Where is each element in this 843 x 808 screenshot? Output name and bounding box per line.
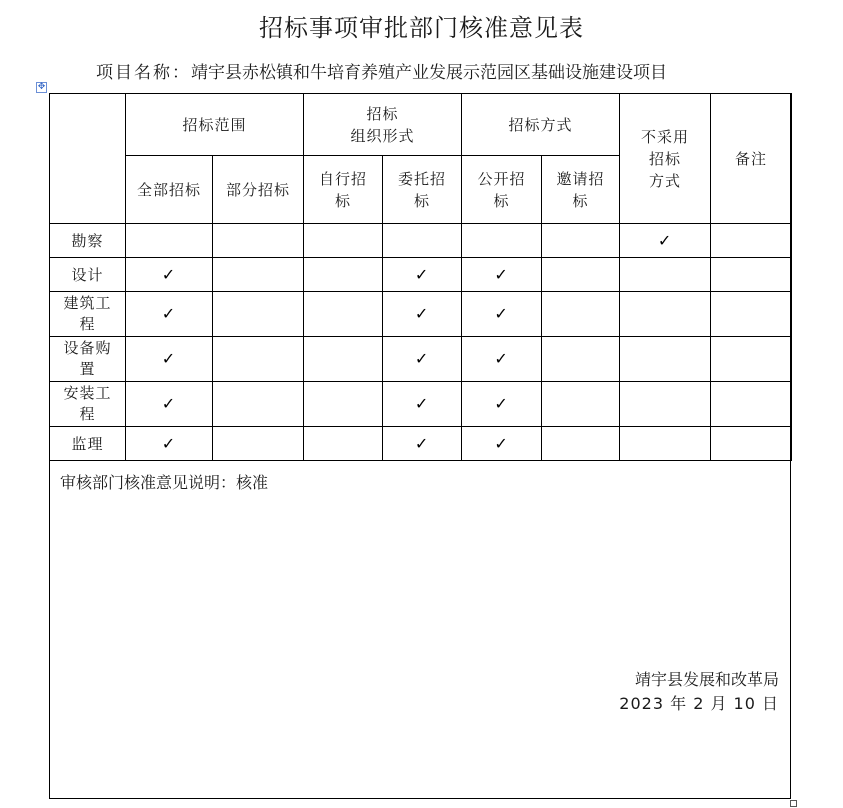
table-cell[interactable] [711, 224, 792, 258]
checkmark-icon: ✓ [161, 264, 177, 284]
table-row [50, 258, 792, 292]
table-cell[interactable] [620, 292, 711, 337]
table-cell[interactable] [126, 224, 213, 258]
row-label-cell[interactable] [50, 337, 126, 382]
header-entrusted-bidding-text: 委托招标 [398, 169, 447, 210]
table-cell[interactable] [213, 292, 304, 337]
header-remarks[interactable] [711, 94, 792, 224]
table-cell[interactable] [304, 382, 383, 427]
checkmark-icon: ✓ [414, 304, 430, 323]
header-self-bidding-text: 自行招标 [319, 169, 368, 210]
header-partial-bidding-text: 部分招标 [226, 180, 291, 199]
row-label-cell[interactable] [50, 427, 126, 461]
project-name-value: 靖宇县赤松镇和牛培育养殖产业发展示范园区基础设施建设项目 [191, 63, 667, 83]
header-invited-bidding-text: 邀请招标 [556, 169, 605, 210]
row-label: 监理 [71, 434, 104, 453]
table-cell[interactable] [711, 258, 792, 292]
table-cell[interactable] [213, 427, 304, 461]
checkmark-icon: ✓ [414, 349, 430, 368]
header-open-bidding[interactable] [462, 156, 542, 224]
checkmark-icon: ✓ [494, 433, 509, 453]
header-org-form-line2: 组织形式 [350, 126, 415, 145]
checkmark-icon: ✓ [161, 304, 177, 323]
checkmark-icon: ✓ [161, 394, 177, 413]
header-self-bidding[interactable] [304, 156, 383, 224]
table-cell[interactable] [542, 292, 620, 337]
header-method[interactable] [462, 94, 620, 156]
checkmark-icon: ✓ [494, 394, 509, 413]
header-invited-bidding[interactable] [542, 156, 620, 224]
row-label-cell[interactable] [50, 382, 126, 427]
table-cell[interactable] [462, 427, 542, 461]
header-entrusted-bidding[interactable] [383, 156, 462, 224]
table-cell[interactable] [383, 224, 462, 258]
table-cell[interactable] [213, 382, 304, 427]
table-move-handle-icon[interactable]: ✥ [37, 82, 46, 92]
row-label: 设计 [71, 265, 104, 284]
table-cell[interactable] [304, 292, 383, 337]
header-open-bidding-text: 公开招标 [477, 169, 526, 210]
table-cell[interactable] [542, 337, 620, 382]
table-cell[interactable] [542, 224, 620, 258]
header-not-adopt[interactable] [620, 94, 711, 224]
table-row [50, 382, 792, 427]
table-row [50, 224, 792, 258]
header-not-adopt-line2: 招标 [649, 149, 682, 168]
table-cell[interactable] [711, 337, 792, 382]
table-cell[interactable] [304, 224, 383, 258]
signature-block [619, 668, 779, 716]
table-cell[interactable] [542, 427, 620, 461]
table-cell[interactable] [462, 292, 542, 337]
table-cell[interactable] [383, 292, 462, 337]
review-opinion-label: 审核部门核准意见说明： [60, 473, 237, 492]
table-cell[interactable] [383, 337, 462, 382]
table-cell[interactable] [711, 292, 792, 337]
checkmark-icon: ✓ [494, 264, 509, 284]
row-label: 安装工程 [63, 384, 112, 423]
review-opinion [60, 470, 268, 493]
header-partial-bidding[interactable] [213, 156, 304, 224]
signature-date: 2023 年 2 月 10 日 [619, 694, 779, 713]
table-cell[interactable] [711, 382, 792, 427]
header-org-form[interactable] [304, 94, 462, 156]
checkmark-icon: ✓ [414, 433, 430, 453]
table-cell[interactable] [126, 427, 213, 461]
row-label: 建筑工程 [63, 294, 112, 333]
table-cell[interactable] [620, 382, 711, 427]
header-all-bidding-text: 全部招标 [136, 180, 201, 199]
row-label-cell[interactable] [50, 258, 126, 292]
checkmark-icon: ✓ [494, 349, 509, 368]
checkmark-icon: ✓ [414, 264, 430, 284]
table-cell[interactable] [304, 258, 383, 292]
table-cell[interactable] [383, 427, 462, 461]
table-cell[interactable] [620, 427, 711, 461]
header-org-form-line1: 招标 [366, 104, 399, 123]
row-label: 勘察 [71, 231, 104, 250]
table-resize-handle[interactable] [790, 800, 797, 807]
row-label-cell[interactable] [50, 292, 126, 337]
table-cell[interactable] [304, 427, 383, 461]
header-row-groups [50, 94, 792, 156]
document-title: 招标事项审批部门核准意见表 [259, 14, 584, 42]
checkmark-icon: ✓ [657, 230, 673, 250]
row-label: 设备购置 [63, 339, 112, 378]
table-cell[interactable] [620, 337, 711, 382]
table-cell[interactable] [462, 382, 542, 427]
table-cell[interactable] [542, 258, 620, 292]
header-remarks-text: 备注 [735, 149, 768, 168]
row-label-cell[interactable] [50, 224, 126, 258]
approval-table [49, 93, 792, 461]
table-cell[interactable] [462, 224, 542, 258]
table-cell[interactable] [126, 258, 213, 292]
header-method-text: 招标方式 [508, 115, 573, 134]
table-cell[interactable] [213, 337, 304, 382]
signature-org: 靖宇县发展和改革局 [634, 670, 779, 689]
header-not-adopt-line3: 方式 [649, 171, 682, 190]
header-not-adopt-line1: 不采用 [641, 127, 690, 146]
table-cell[interactable] [620, 224, 711, 258]
table-cell[interactable] [126, 337, 213, 382]
table-cell[interactable] [213, 258, 304, 292]
table-cell[interactable] [620, 258, 711, 292]
checkmark-icon: ✓ [414, 394, 430, 413]
table-cell[interactable] [383, 258, 462, 292]
table-cell[interactable] [126, 382, 213, 427]
project-name-line [96, 58, 667, 83]
table-cell[interactable] [304, 337, 383, 382]
header-all-bidding[interactable] [126, 156, 213, 224]
header-scope-text: 招标范围 [182, 115, 247, 134]
table-cell[interactable] [462, 337, 542, 382]
checkmark-icon: ✓ [494, 304, 509, 323]
table-row [50, 292, 792, 337]
checkmark-icon: ✓ [161, 433, 177, 453]
corner-cell[interactable] [50, 94, 126, 224]
project-name-label: 项目名称： [96, 63, 191, 83]
table-cell[interactable] [383, 382, 462, 427]
table-row [50, 427, 792, 461]
table-cell[interactable] [462, 258, 542, 292]
data-rows [50, 224, 792, 461]
table-cell[interactable] [542, 382, 620, 427]
header-scope[interactable] [126, 94, 304, 156]
table-cell[interactable] [213, 224, 304, 258]
table-row [50, 337, 792, 382]
checkmark-icon: ✓ [161, 349, 177, 368]
table-cell[interactable] [126, 292, 213, 337]
review-opinion-value: 核准 [236, 473, 269, 492]
table-cell[interactable] [711, 427, 792, 461]
